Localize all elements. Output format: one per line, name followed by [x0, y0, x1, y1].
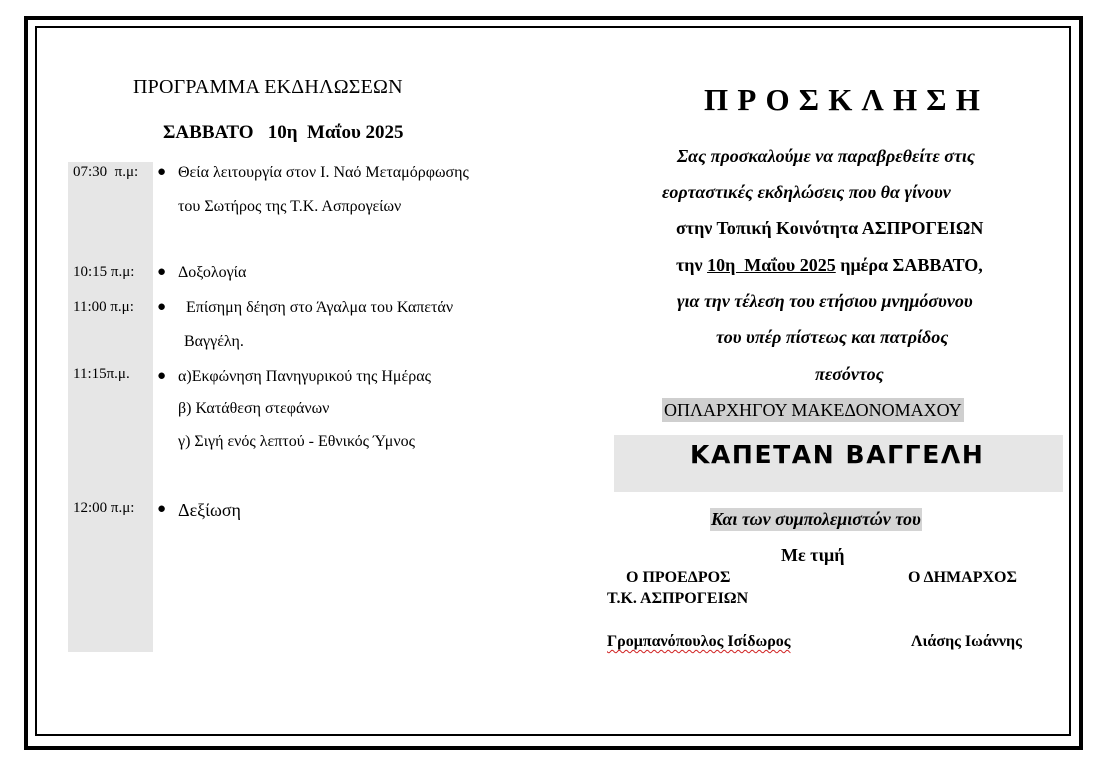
event-text: γ) Σιγή ενός λεπτού - Εθνικός Ύμνος: [178, 433, 415, 450]
event-time: 07:30 π.μ:: [73, 164, 139, 180]
invitation-title: ΠΡΟΣΚΛΗΣΗ: [704, 82, 990, 117]
comrades-label: Και των συμπολεμιστών του: [711, 509, 921, 529]
bullet: ●: [157, 264, 167, 280]
president-name: Γρομπανόπουλος Ισίδωρος: [607, 633, 791, 650]
event-text: α)Εκφώνηση Πανηγυρικού της Ημέρας: [178, 368, 431, 385]
invitation-line: πεσόντος: [815, 364, 884, 384]
event-text-line: του Σωτήρος της Τ.Κ. Ασπρογείων: [178, 198, 402, 215]
event-text: [178, 198, 401, 216]
bullet: ●: [157, 368, 167, 384]
event-time: 12:00 π.μ:: [73, 500, 135, 516]
event-text: Θεία λειτουργία στον Ι. Ναό Μεταμόρφωσης: [178, 164, 469, 181]
event-time: 11:00 π.μ:: [73, 299, 134, 315]
invitation-line: για την τέλεση του ετήσιου μνημόσυνου: [677, 291, 973, 311]
invitation-line: Σας προσκαλούμε να παραβρεθείτε στις: [677, 146, 975, 166]
event-time: 11:15π.μ.: [73, 366, 130, 382]
bullet: ●: [157, 164, 167, 180]
event-time: 10:15 π.μ:: [73, 264, 135, 280]
mayor-title: Ο ΔΗΜΑΡΧΟΣ: [908, 569, 1017, 586]
event-text: Δεξίωση: [178, 500, 241, 520]
event-text: Δοξολογία: [178, 264, 247, 281]
honoree-name: ΚΑΠΕΤΑΝ ΒΑΓΓΕΛΗ: [690, 440, 985, 469]
bullet: ●: [157, 501, 167, 517]
bullet: ●: [157, 299, 167, 315]
regards-text: Με τιμή: [781, 545, 845, 565]
president-title: Ο ΠΡΟΕΔΡΟΣ: [626, 569, 731, 586]
rank-label: ΟΠΛΑΡΧΗΓΟΥ ΜΑΚΕΔΟΝΟΜΑΧΟΥ: [664, 400, 962, 420]
program-date: ΣΑΒΒΑΤΟ 10η Μαΐου 2025: [163, 122, 404, 143]
invitation-date: 10η Μαΐου 2025: [707, 255, 836, 275]
event-text: β) Κατάθεση στεφάνων: [178, 400, 330, 417]
invitation-line: εορταστικές εκδηλώσεις που θα γίνουν: [662, 182, 951, 202]
program-title: ΠΡΟΓΡΑΜΜΑ ΕΚΔΗΛΩΣΕΩΝ: [133, 76, 403, 98]
event-text: Βαγγέλη.: [184, 333, 244, 350]
invitation-line: του υπέρ πίστεως και πατρίδος: [716, 327, 949, 347]
president-subtitle: Τ.Κ. ΑΣΠΡΟΓΕΙΩΝ: [607, 590, 749, 607]
invitation-line: στην Τοπική Κοινότητα ΑΣΠΡΟΓΕΙΩΝ: [676, 218, 984, 238]
invitation-line: την 10η Μαΐου 2025 ημέρα ΣΑΒΒΑΤΟ,: [676, 255, 983, 275]
mayor-name: Λιάσης Ιωάννης: [911, 633, 1022, 650]
event-text: Επίσημη δέηση στο Άγαλμα του Καπετάν: [178, 299, 454, 316]
time-column: [68, 162, 153, 652]
